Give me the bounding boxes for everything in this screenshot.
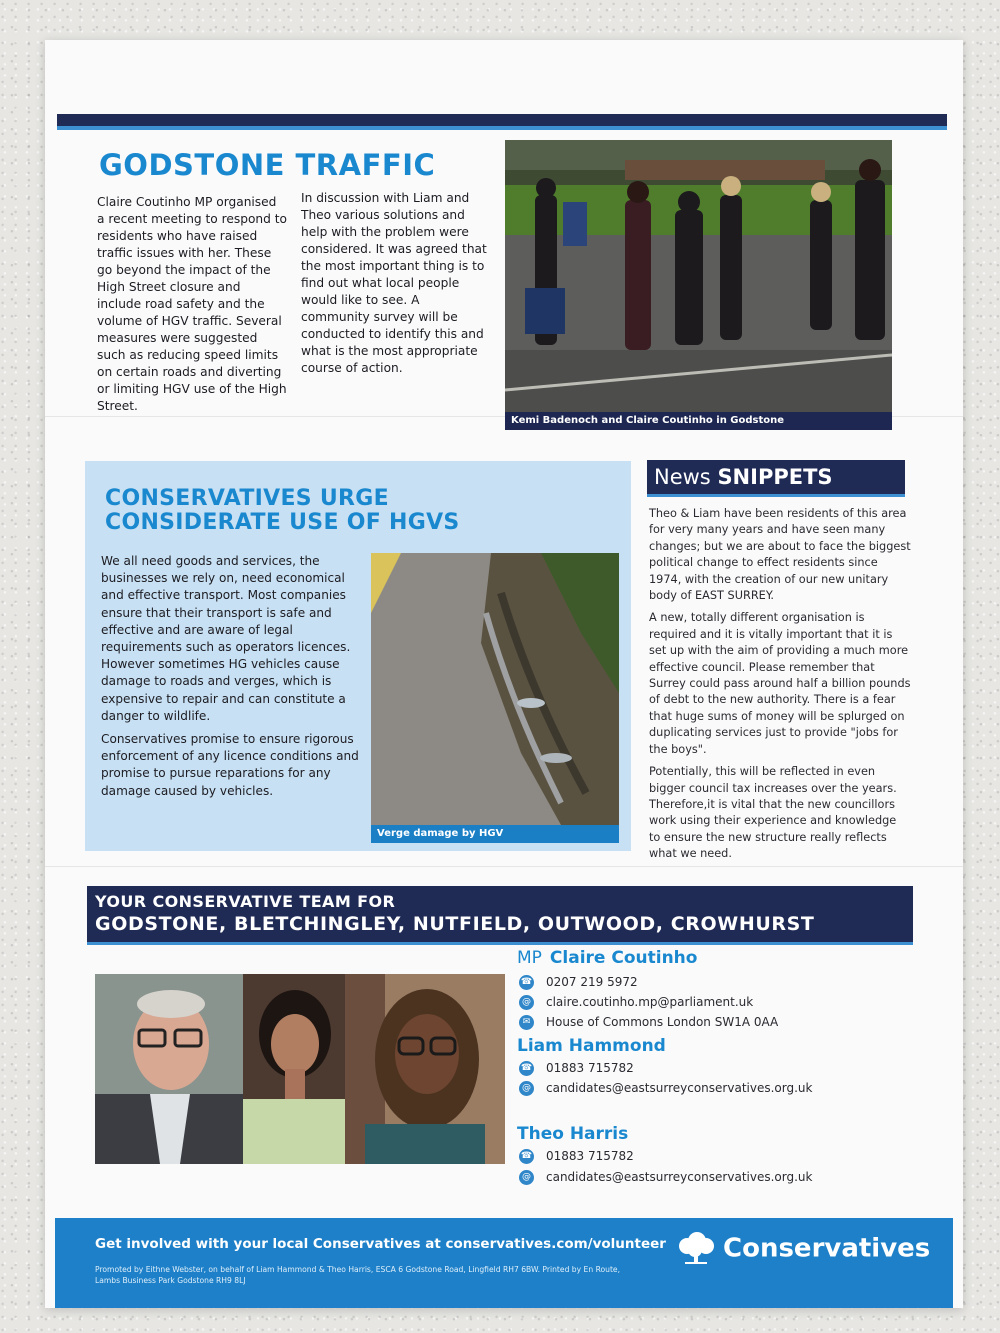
hgv-heading-line-1: CONSERVATIVES URGE	[105, 486, 389, 511]
theo-harris-photo	[345, 974, 505, 1164]
hgv-paragraph: Conservatives promise to ensure rigorous enforcement of any licence conditions and promise to pursue reparations for any damage caused by vehicles.	[101, 732, 359, 798]
brand-name: Conservatives	[723, 1233, 931, 1264]
team-banner-line-2: GODSTONE, BLETCHINGLEY, NUTFIELD, OUTWOOD, CROWHURST	[95, 913, 815, 935]
phone-icon: ☎	[519, 1149, 534, 1164]
email-icon: @	[519, 995, 534, 1010]
email-icon: @	[519, 1170, 534, 1185]
traffic-heading: GODSTONE TRAFFIC	[99, 148, 436, 182]
news-heading-rule	[647, 494, 905, 497]
oak-tree-icon	[675, 1232, 717, 1266]
badenoch-coutinho-photo	[505, 140, 892, 430]
contact-phone[interactable]: 01883 715782	[546, 1149, 634, 1163]
team-banner-rule	[87, 942, 913, 945]
candidate-photos	[95, 974, 505, 1164]
claire-coutinho-photo	[243, 974, 345, 1164]
news-paragraph: Potentially, this will be reflected in even bigger council tax increases over the years. Therefore,it is vital that the new councillors work using their experience and knowledge to ensure the new structure really reflects what we need.	[649, 765, 897, 861]
contact-row	[519, 1060, 634, 1076]
contact-phone[interactable]: 0207 219 5972	[546, 975, 638, 989]
news-paragraph: A new, totally different organisation is required and it is vitally important that it is set up with the aim of providing a much more effective council. Please remember that Surrey could pass around half a billion pounds of debt to the new authority. There is a fear that huge sums of money will be splurged on duplicating services just to provide "jobs for the boys".	[649, 611, 911, 756]
top-rule	[57, 114, 947, 126]
contact-row	[519, 974, 638, 990]
top-rule-accent	[57, 126, 947, 130]
news-heading-bold: SNIPPETS	[717, 465, 833, 489]
contact-email[interactable]: claire.coutinho.mp@parliament.uk	[546, 995, 754, 1009]
traffic-column-2: In discussion with Liam and Theo various solutions and help with the problem were considered. It was agreed that the most important thing is to find out what local people would like to see. A community survey will be conducted to identify this and what is the most appropriate course of action.	[301, 191, 487, 375]
hgv-panel	[85, 461, 631, 851]
verge-illustration	[371, 553, 619, 843]
phone-icon: ☎	[519, 1061, 534, 1076]
imprint-text: Promoted by Eithne Webster, on behalf of Liam Hammond & Theo Harris, ESCA 6 Godstone Road, Lingfield RH7 6BW. Printed by En Route, Lambs Business Park Godstone RH9 8LJ	[95, 1265, 621, 1285]
contact-row	[519, 1014, 778, 1030]
contact-address: House of Commons London SW1A 0AA	[546, 1015, 779, 1029]
photo-caption: Kemi Badenoch and Claire Coutinho in Godstone	[505, 412, 892, 430]
volunteer-cta[interactable]: Get involved with your local Conservatives at conservatives.com/volunteer	[95, 1236, 666, 1252]
verge-damage-photo	[371, 553, 619, 843]
contact-row	[519, 994, 753, 1010]
contact-email[interactable]: candidates@eastsurreyconservatives.org.uk	[546, 1081, 813, 1095]
hgv-body	[101, 553, 359, 806]
hgv-heading	[105, 487, 460, 535]
leaflet-page	[45, 40, 963, 1308]
footer-banner	[55, 1218, 953, 1308]
liam-hammond-name: Liam Hammond	[517, 1036, 666, 1056]
contact-phone[interactable]: 01883 715782	[546, 1061, 634, 1075]
contact-name: Claire Coutinho	[549, 948, 698, 968]
theo-harris-name: Theo Harris	[517, 1124, 629, 1144]
street-scene-illustration	[505, 140, 892, 430]
news-paragraph: Theo & Liam have been residents of this area for very many years and have seen many changes; but we are about to face the biggest political change to effect residents since 1974, with the creation of our new unitary body of EAST SURREY.	[649, 507, 911, 603]
news-heading-light: News	[654, 465, 711, 489]
news-body	[649, 506, 911, 869]
team-banner-line-1: YOUR CONSERVATIVE TEAM FOR	[95, 892, 396, 911]
conservatives-logo	[675, 1232, 930, 1266]
phone-icon: ☎	[519, 975, 534, 990]
contact-row	[519, 1169, 812, 1185]
photo-caption: Verge damage by HGV	[371, 825, 619, 843]
liam-hammond-photo	[95, 974, 243, 1164]
email-icon: @	[519, 1081, 534, 1096]
hgv-heading-line-2: CONSIDERATE USE OF HGVS	[105, 510, 460, 535]
envelope-icon: ✉	[519, 1015, 534, 1030]
traffic-column-1: Claire Coutinho MP organised a recent meeting to respond to residents who have raised traffic issues with her. These go beyond the impact of the High Street closure and include road safety and the volume of HGV traffic. Several measures were suggested such as reducing speed limits on certain roads and diverting or limiting HGV use of the High Street.	[97, 195, 287, 413]
contact-row	[519, 1148, 634, 1164]
claire-coutinho-name	[517, 948, 697, 968]
team-banner	[87, 886, 913, 942]
mp-prefix: MP	[517, 948, 542, 968]
contact-email[interactable]: candidates@eastsurreyconservatives.org.uk	[546, 1170, 813, 1184]
news-snippets-heading	[647, 460, 905, 494]
contact-row	[519, 1080, 812, 1096]
hgv-paragraph: We all need goods and services, the businesses we rely on, need economical and effective transport. Most companies ensure that their transport is safe and effective and are aware of legal requirements such as operators licences. However sometimes HG vehicles cause damage to roads and verges, which is expensive to repair and can constitute a danger to wildlife.	[101, 554, 351, 723]
